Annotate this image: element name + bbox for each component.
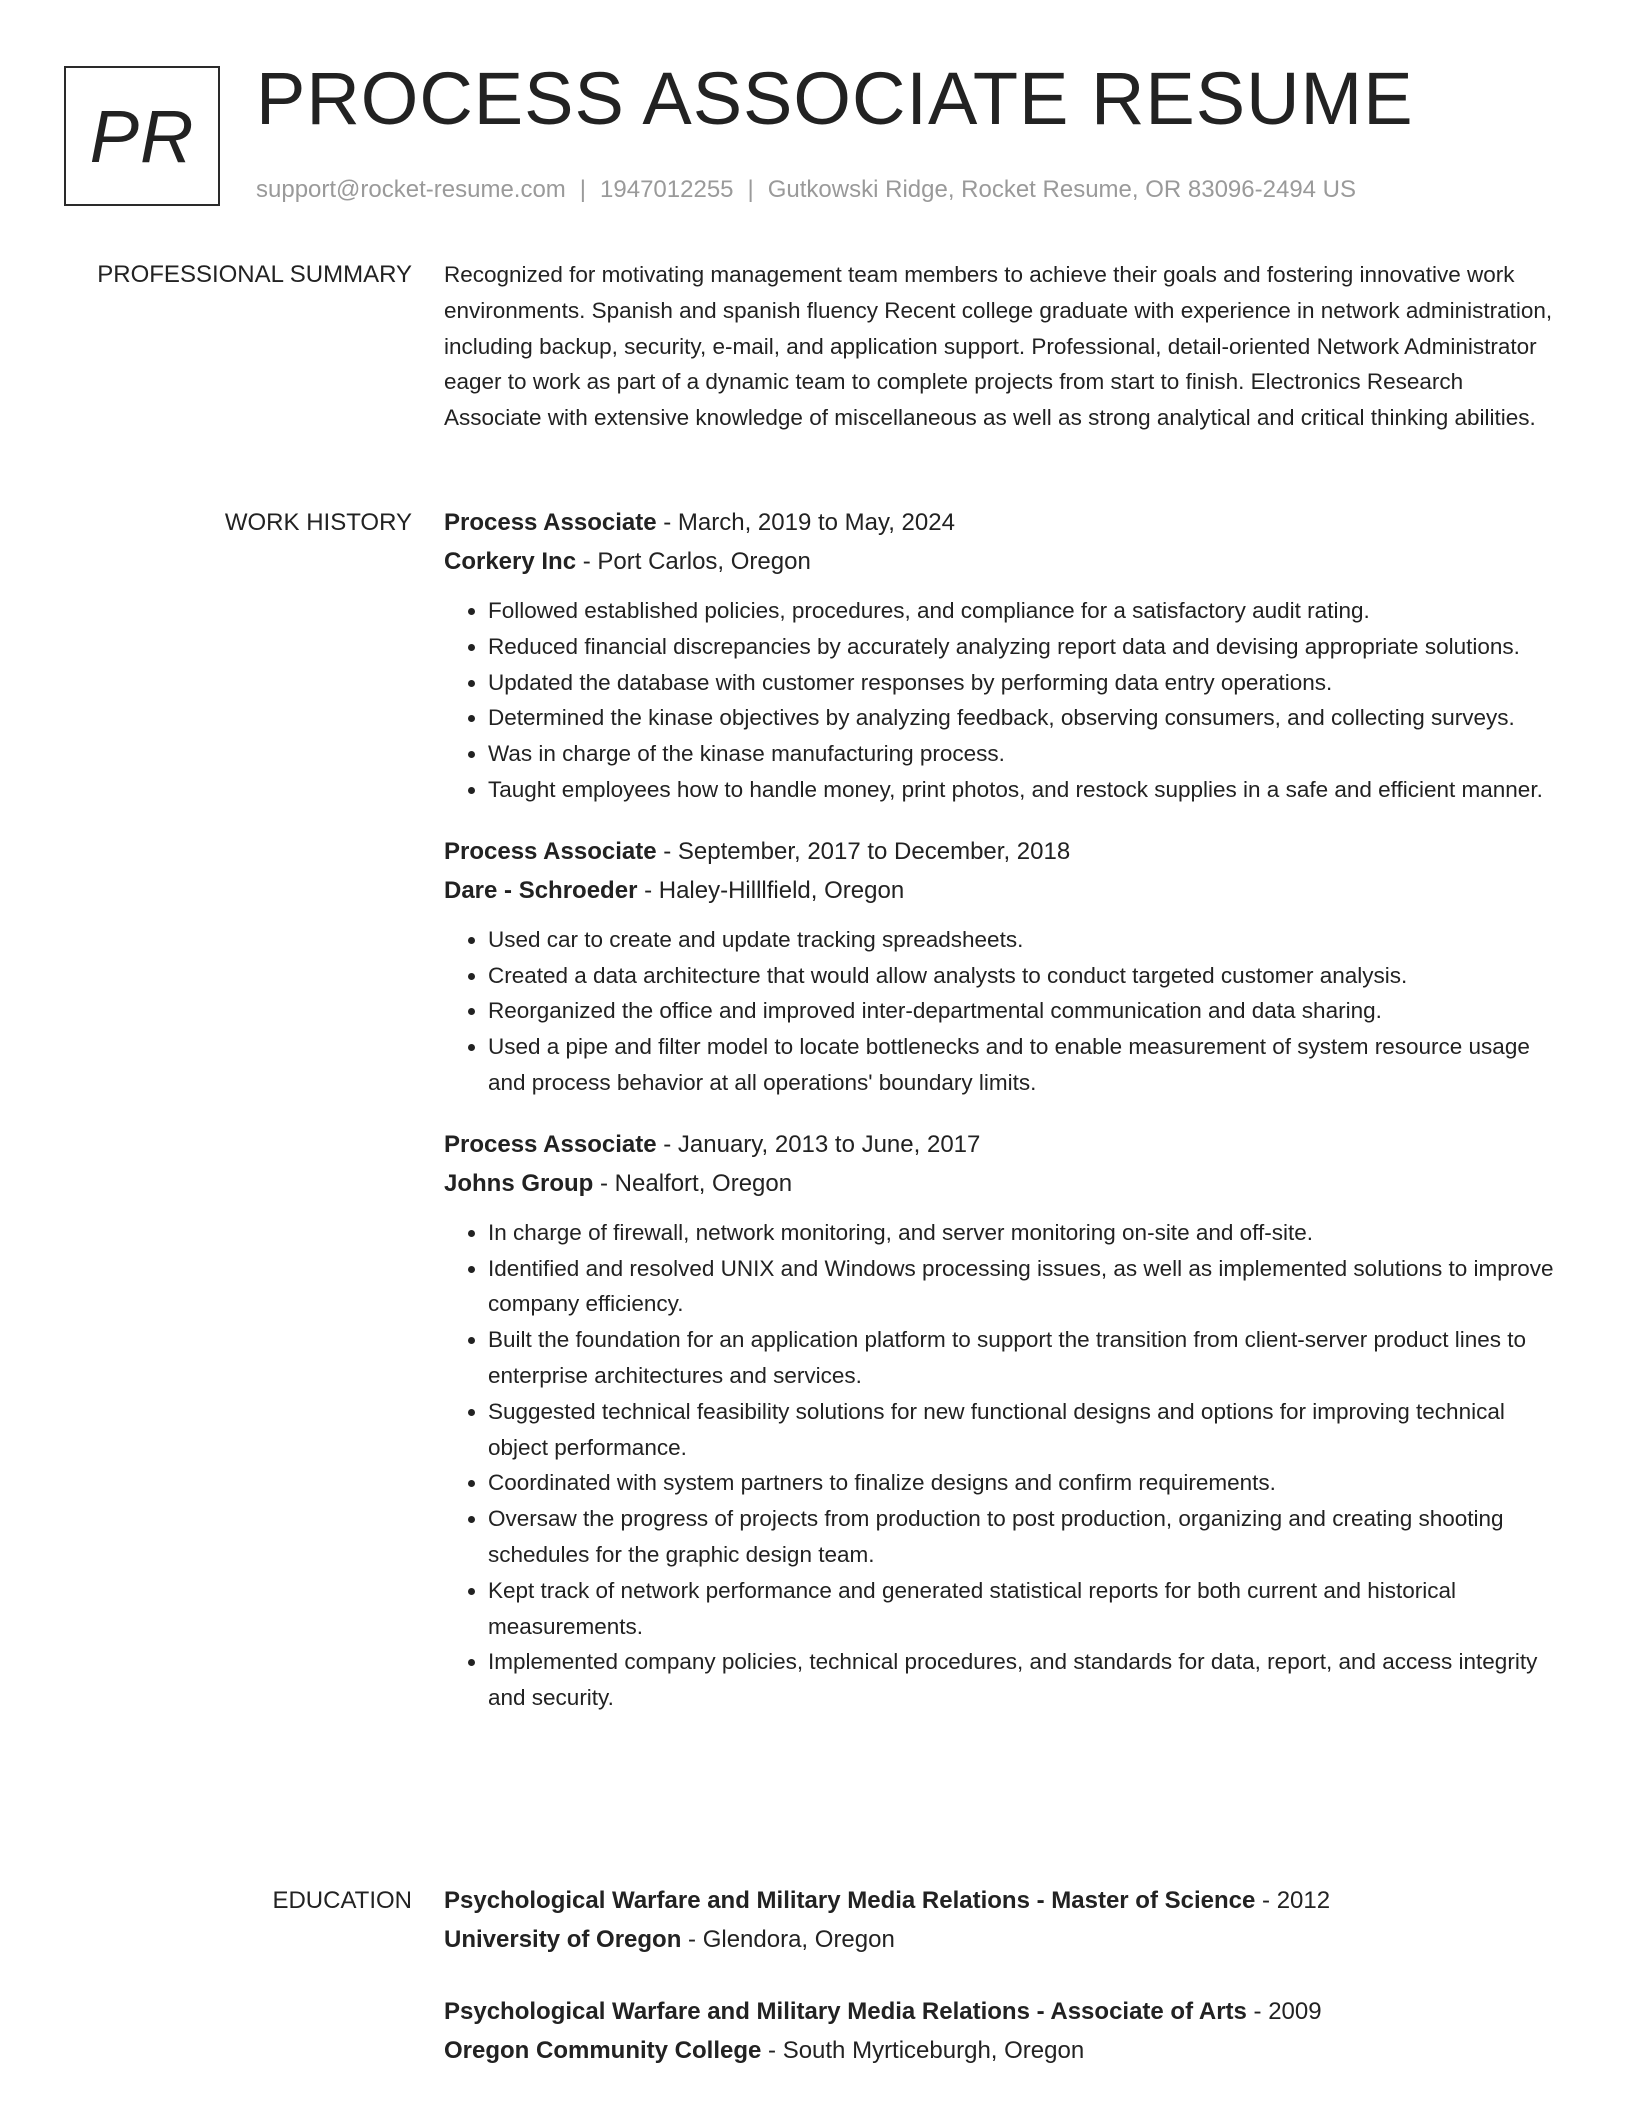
school-line	[444, 1922, 1556, 1958]
school: University of Oregon	[444, 1926, 682, 1953]
education-entry	[444, 1883, 1556, 1958]
work-history-list	[444, 505, 1556, 1742]
school-line	[444, 2033, 1556, 2069]
contact-separator: |	[747, 176, 754, 203]
contact-email[interactable]: support@rocket-resume.com	[256, 176, 566, 203]
job-dates: - September, 2017 to December, 2018	[656, 837, 1071, 865]
job-dates: - March, 2019 to May, 2024	[656, 509, 955, 536]
job-company: Johns Group	[444, 1169, 594, 1197]
job-bullet: • Was in charge of the kinase manufacturing process.	[488, 736, 1556, 772]
summary-text: Recognized for motivating management team members to achieve their goals and fostering innovative work environments. Spanish and spanish fluency Recent college graduate with experience in network administration, including backup, security, e-mail, and application support. Professional, detail-oriented Network Administrator eager to work as part of a dynamic team to complete projects from start to finish. Electronics Research Associate with extensive knowledge of miscellaneous as well as strong analytical and critical thinking abilities.	[444, 262, 1553, 431]
job-title: Process Associate	[444, 837, 657, 865]
job-bullet: • In charge of firewall, network monitoring, and server monitoring on-site and off-site.	[488, 1215, 1556, 1251]
job-company-line	[444, 873, 1556, 909]
job-title: Process Associate	[444, 509, 657, 536]
contact-separator: |	[579, 176, 587, 203]
job-location: - Nealfort, Oregon	[593, 1169, 793, 1197]
job-bullet: • Reduced financial discrepancies by accurately analyzing report data and devising appropriate solutions.	[488, 629, 1556, 665]
job-title: Process Associate	[444, 1130, 657, 1158]
job-bullet: • Used a pipe and filter model to locate bottlenecks and to enable measurement of system resource usage and process behavior at all operations' boundary limits.	[488, 1029, 1556, 1101]
resume-title: PROCESS ASSOCIATE RESUME	[256, 57, 1414, 140]
contact-phone[interactable]: 1947012255	[600, 176, 734, 203]
school-location: - South Myrticeburgh, Oregon	[761, 2037, 1085, 2064]
degree: Psychological Warfare and Military Media Relations - Associate of Arts	[444, 1998, 1247, 2025]
section-label-summary: PROFESSIONAL SUMMARY	[97, 261, 412, 288]
job-bullet: • Built the foundation for an application platform to support the transition from client-server product lines to enterprise architectures and services.	[488, 1322, 1556, 1394]
job-bullets	[444, 1215, 1556, 1716]
job-bullet: • Updated the database with customer responses by performing data entry operations.	[488, 665, 1556, 701]
job-entry	[444, 834, 1556, 1101]
job-bullet: • Coordinated with system partners to finalize designs and confirm requirements.	[488, 1465, 1556, 1501]
job-company: Corkery Inc	[444, 548, 577, 575]
job-location: - Port Carlos, Oregon	[576, 548, 811, 575]
contact-address: Gutkowski Ridge, Rocket Resume, OR 83096-2494 US	[767, 176, 1357, 203]
job-bullet: • Suggested technical feasibility solutions for new functional designs and options for improving technical object performance.	[488, 1394, 1556, 1466]
job-title-line	[444, 1127, 1556, 1163]
monogram-initials: PR	[89, 94, 195, 178]
job-bullet: • Reorganized the office and improved inter-departmental communication and data sharing.	[488, 993, 1556, 1029]
education-list	[444, 1883, 1556, 2105]
job-bullet: • Oversaw the progress of projects from production to post production, organizing and creating shooting schedules for the graphic design team.	[488, 1501, 1556, 1573]
monogram-box	[64, 66, 220, 206]
education-entry	[444, 1994, 1556, 2069]
job-company-line	[444, 544, 1556, 580]
degree-line	[444, 1994, 1556, 2030]
job-entry	[444, 505, 1556, 808]
degree-year: - 2009	[1246, 1998, 1322, 2025]
job-bullet: • Identified and resolved UNIX and Windows processing issues, as well as implemented solutions to improve company efficiency.	[488, 1251, 1556, 1323]
contact-line	[256, 176, 1356, 204]
degree: Psychological Warfare and Military Media Relations - Master of Science	[444, 1887, 1256, 1914]
job-bullet: • Taught employees how to handle money, print photos, and restock supplies in a safe and efficient manner.	[488, 772, 1556, 808]
job-company: Dare - Schroeder	[444, 876, 638, 904]
job-title-line	[444, 834, 1556, 870]
job-bullet: • Used car to create and update tracking spreadsheets.	[488, 922, 1556, 958]
school-location: - Glendora, Oregon	[681, 1926, 895, 1953]
job-title-line	[444, 505, 1556, 541]
degree-line	[444, 1883, 1556, 1919]
job-bullets	[444, 922, 1556, 1101]
job-bullets	[444, 593, 1556, 808]
job-bullet: • Followed established policies, procedures, and compliance for a satisfactory audit rating.	[488, 593, 1556, 629]
job-company-line	[444, 1166, 1556, 1202]
section-label-work-history: WORK HISTORY	[224, 509, 412, 536]
job-bullet: • Created a data architecture that would allow analysts to conduct targeted customer analysis.	[488, 958, 1556, 994]
section-label-education: EDUCATION	[272, 1887, 412, 1914]
job-dates: - January, 2013 to June, 2017	[656, 1130, 981, 1158]
job-bullet: • Kept track of network performance and generated statistical reports for both current and historical measurements.	[488, 1573, 1556, 1645]
job-bullet: • Determined the kinase objectives by analyzing feedback, observing consumers, and collecting surveys.	[488, 700, 1556, 736]
school: Oregon Community College	[444, 2037, 762, 2064]
job-location: - Haley-Hilllfield, Oregon	[637, 876, 905, 904]
degree-year: - 2012	[1255, 1887, 1331, 1914]
job-bullet: • Implemented company policies, technical procedures, and standards for data, report, and access integrity and security.	[488, 1644, 1556, 1716]
job-entry	[444, 1127, 1556, 1716]
